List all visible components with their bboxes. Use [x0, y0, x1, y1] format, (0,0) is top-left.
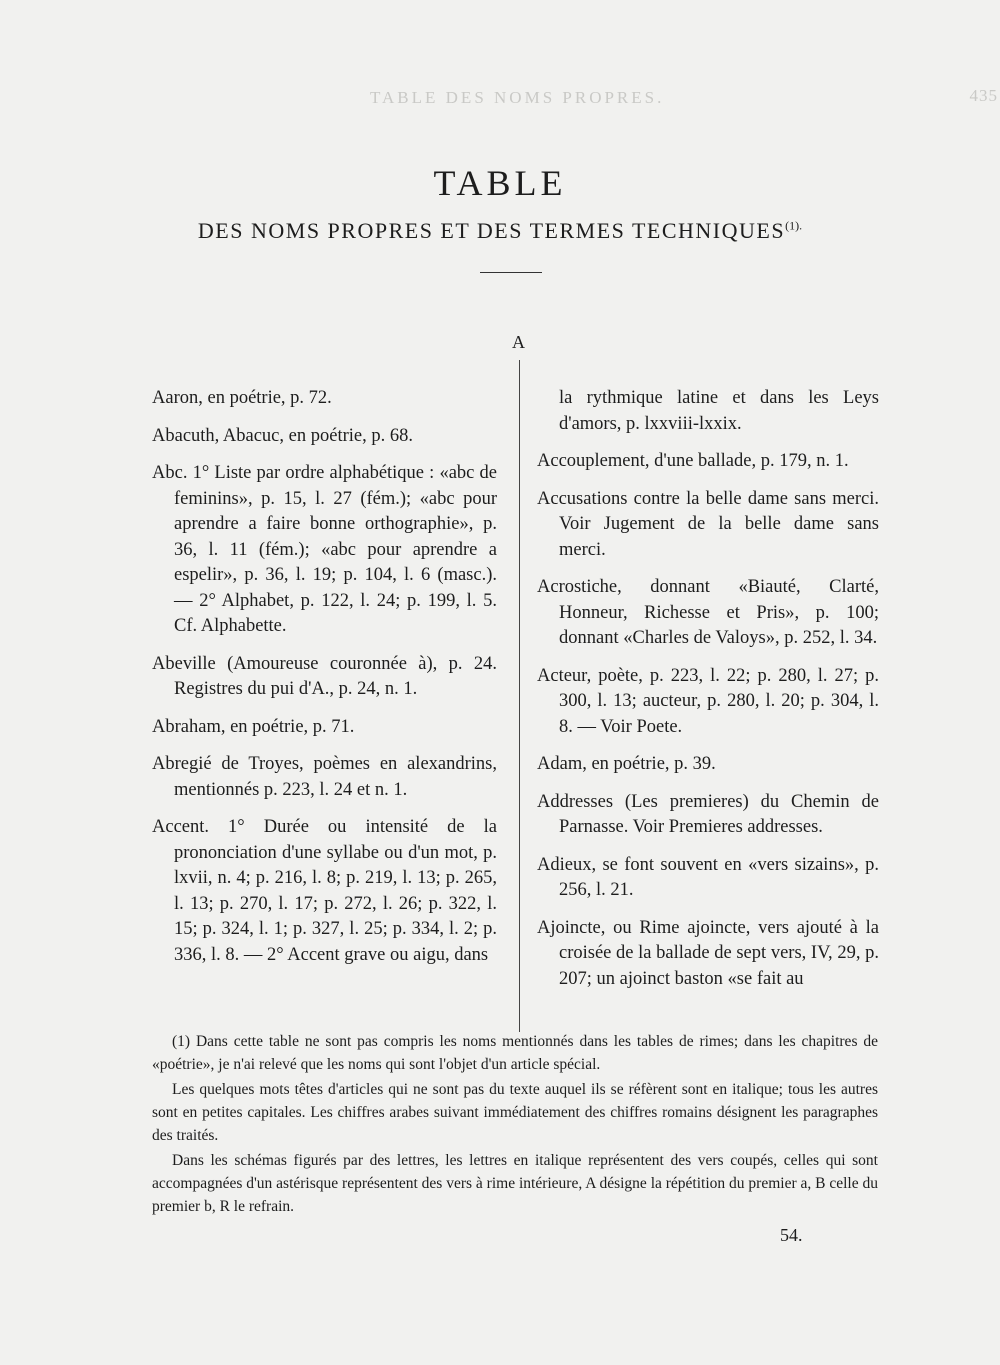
index-entry: Abacuth, Abacuc, en poétrie, p. 68.	[152, 425, 413, 446]
title-rule	[480, 272, 542, 273]
index-entry: Accouplement, d'une ballade, p. 179, n. 1.	[537, 451, 849, 471]
subtitle-text: DES NOMS PROPRES ET DES TERMES TECHNIQUES	[197, 218, 786, 243]
index-entry: Acteur, poète, p. 223, l. 22; p. 280, l. 27; p. 300, l. 13; aucteur, p. 280, l. 20; p. 304, l. 8. — Voir Poete.	[537, 665, 879, 737]
left-column	[152, 386, 497, 980]
page-subtitle	[0, 218, 1000, 244]
page-title: TABLE	[433, 163, 567, 203]
index-entry: Acrostiche, donnant «Biauté, Clarté, Honneur, Richesse et Pris», p. 100; donnant «Charles de Valoys», p. 252, l. 34.	[537, 577, 879, 648]
folio: 54.	[780, 1225, 803, 1245]
column-divider	[519, 360, 520, 1032]
index-entry: Adam, en poétrie, p. 39.	[537, 754, 716, 774]
index-entry: Abraham, en poétrie, p. 71.	[152, 716, 355, 737]
index-entry-continuation: la rythmique latine et dans les Leys d'amors, p. lxxviii-lxxix.	[559, 388, 879, 434]
footnote-marker: (1).	[785, 218, 803, 233]
show-through-page-number: 435	[969, 86, 998, 105]
index-entry: Adieux, se font souvent en «vers sizains», p. 256, l. 21.	[537, 854, 879, 900]
index-entry: Abc. 1° Liste par ordre alphabétique : «abc de feminins», p. 15, l. 27 (fém.); «abc pour aprendre a faire bonne orthographie», p. 36, l. 11 (fém.); «abc pour aprendre a espelir», p. 36, l. 19; p. 104, l. 6 (masc.). — 2° Alphabet, p. 122, l. 24; p. 199, l. 5. Cf. Alphabette.	[152, 463, 497, 636]
show-through-running-head: TABLE DES NOMS PROPRES.	[370, 88, 665, 107]
index-entry: Accusations contre la belle dame sans merci. Voir Jugement de la belle dame sans merci.	[537, 488, 879, 560]
index-entry: Aaron, en poétrie, p. 72.	[152, 388, 332, 408]
footnote: (1) Dans cette table ne sont pas compris les noms mentionnés dans les tables de rimes; dans les chapitres de «poétrie», je n'ai relevé que les noms qui sont l'objet d'un article spécial.	[152, 1033, 878, 1073]
index-entry: Abeville (Amoureuse couronnée à), p. 24. Registres du pui d'A., p. 24, n. 1.	[152, 653, 497, 699]
index-entry: Accent. 1° Durée ou intensité de la prononciation d'une syllabe ou d'un mot, p. lxvii, n. 4; p. 216, l. 8; p. 219, l. 13; p. 265, l. 13; p. 270, l. 17; p. 272, l. 26; p. 322, l. 15; p. 324, l. 1; p. 327, l. 25; p. 334, l. 2; p. 336, l. 8. — 2° Accent grave ou aigu, dans	[152, 817, 497, 965]
section-letter: A	[512, 332, 525, 352]
footnote: Dans les schémas figurés par des lettres, les lettres en italique représentent des vers coupés, celles qui sont accompagnées d'un astérisque représentent des vers à rime intérieure, A désigne la répétition du premier a, B celle du premier b, R le refrain.	[152, 1152, 878, 1215]
index-entry: Addresses (Les premieres) du Chemin de Parnasse. Voir Premieres addresses.	[537, 791, 879, 837]
index-entry: Abregié de Troyes, poèmes en alexandrins, mentionnés p. 223, l. 24 et n. 1.	[152, 754, 497, 800]
index-entry: Ajoincte, ou Rime ajoincte, vers ajouté à la croisée de la ballade de sept vers, IV, 29, p. 207; un ajoinct baston «se fait au	[537, 917, 879, 989]
footnote: Les quelques mots têtes d'articles qui ne sont pas du texte auquel ils se réfèrent sont en italique; tous les autres sont en petites capitales. Les chiffres arabes suivant immédiatement des chiffres romains désignent les paragraphes des traités.	[152, 1081, 878, 1144]
right-column	[537, 386, 879, 1004]
footnotes	[152, 1030, 878, 1220]
